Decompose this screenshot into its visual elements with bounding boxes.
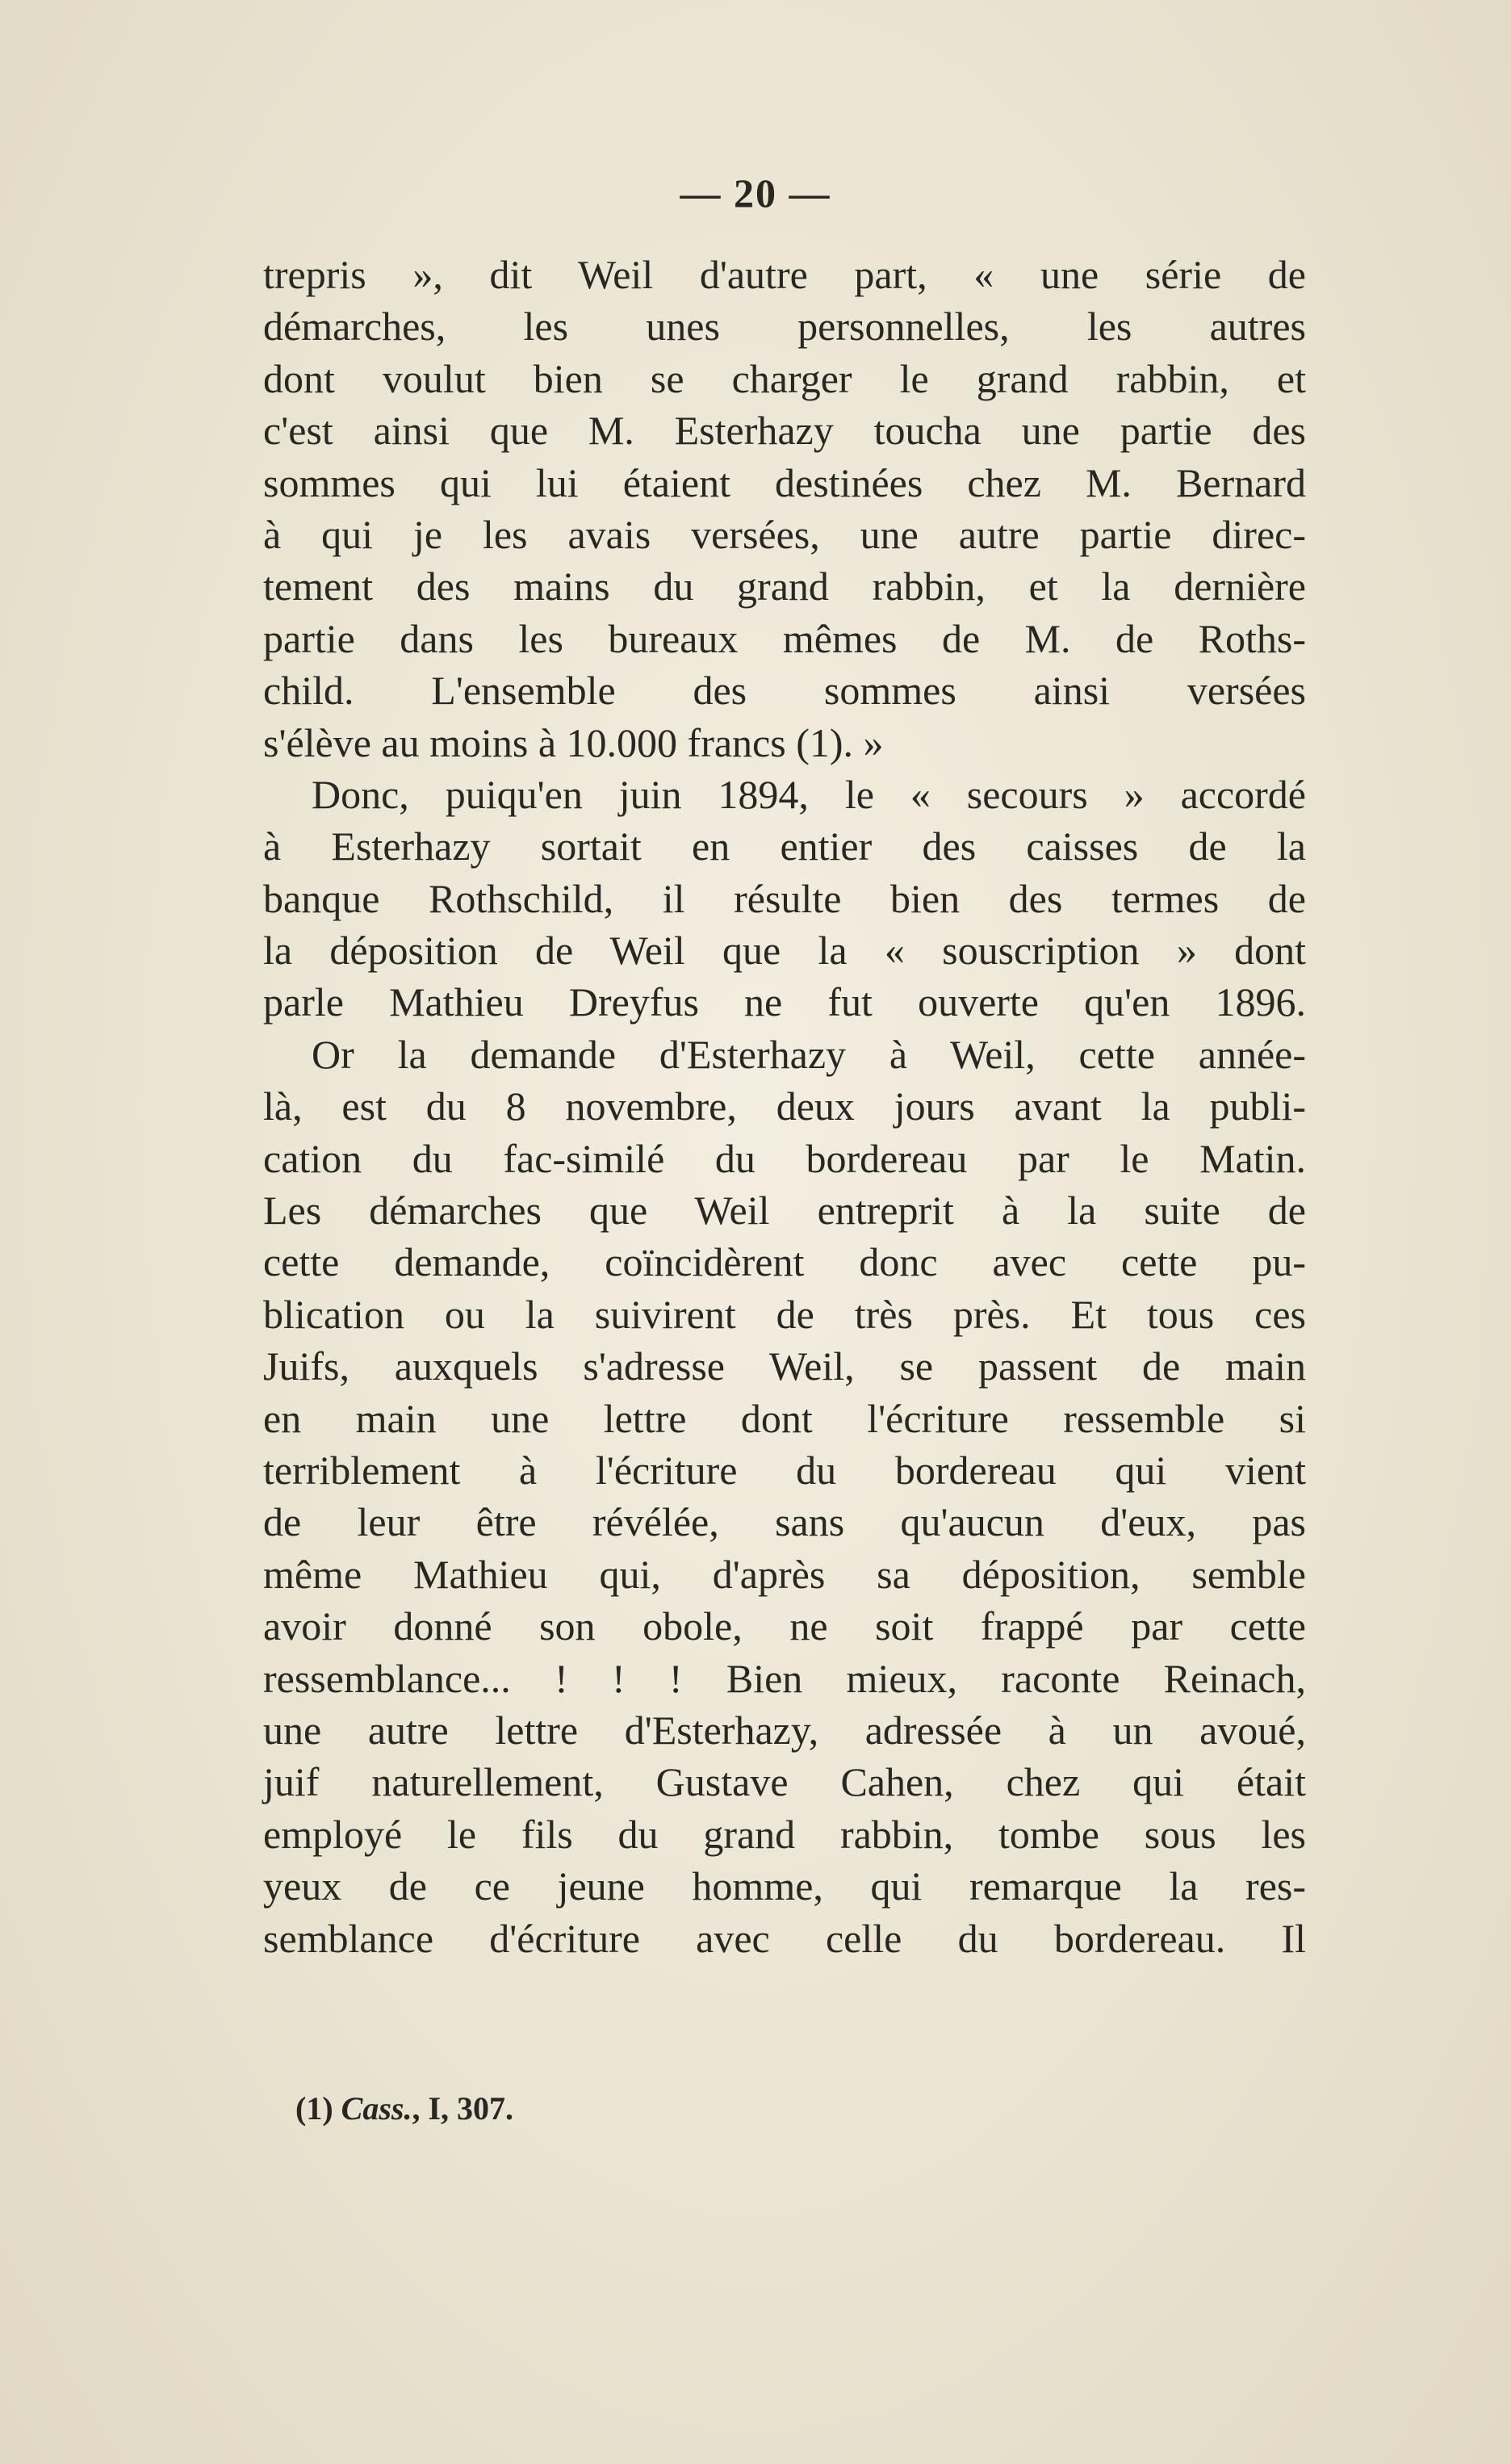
text-line: employé le fils du grand rabbin, tombe sous les (263, 1811, 1306, 1857)
text-line: même Mathieu qui, d'après sa déposition, semble (263, 1551, 1306, 1597)
text-line: Or la demande d'Esterhazy à Weil, cette année- (312, 1031, 1306, 1077)
text-line: là, est du 8 novembre, deux jours avant la publi- (263, 1083, 1306, 1129)
text-line: la déposition de Weil que la « souscription » dont (263, 928, 1306, 974)
page-number: — 20 — (680, 170, 831, 216)
text-line: à Esterhazy sortait en entier des caisses de la (263, 823, 1306, 870)
text-line: juif naturellement, Gustave Cahen, chez qui était (263, 1759, 1306, 1805)
text-line: partie dans les bureaux mêmes de M. de Roths- (263, 615, 1306, 661)
text-line: yeux de ce jeune homme, qui remarque la res- (263, 1863, 1306, 1909)
text-line: trepris », dit Weil d'autre part, « une série de (263, 252, 1306, 297)
text-line: sommes qui lui étaient destinées chez M. Bernard (263, 459, 1306, 505)
text-line: dont voulut bien se charger le grand rabbin, et (263, 355, 1306, 401)
body-text (263, 249, 1306, 1964)
text-line: Donc, puiqu'en juin 1894, le « secours » accordé (312, 771, 1306, 817)
text-line: blication ou la suivirent de très près. Et tous ces (263, 1291, 1306, 1337)
text-line: en main une lettre dont l'écriture ressemble si (263, 1395, 1306, 1441)
text-line: avoir donné son obole, ne soit frappé par cette (263, 1603, 1306, 1649)
footnote-reference: , I, 307. (412, 2090, 514, 2127)
text-line: cation du fac-similé du bordereau par le Matin. (263, 1135, 1306, 1181)
text-line: child. L'ensemble des sommes ainsi versées (263, 668, 1306, 714)
text-line: terriblement à l'écriture du bordereau qui vient (263, 1447, 1306, 1493)
text-line: Juifs, auxquels s'adresse Weil, se passent de main (263, 1343, 1306, 1389)
text-line: c'est ainsi que M. Esterhazy toucha une partie des (263, 408, 1306, 454)
text-line: une autre lettre d'Esterhazy, adressée à un avoué, (263, 1707, 1306, 1753)
text-line: démarches, les unes personnelles, les autres (263, 304, 1306, 350)
footnote-source: Cass. (341, 2090, 412, 2127)
text-line: ressemblance... ! ! ! Bien mieux, raconte Reinach, (263, 1655, 1306, 1701)
text-line: de leur être révélée, sans qu'aucun d'eux, pas (263, 1499, 1306, 1545)
text-line: tement des mains du grand rabbin, et la dernière (263, 564, 1306, 610)
text-line: à qui je les avais versées, une autre partie direc- (263, 511, 1306, 557)
text-line: semblance d'écriture avec celle du bordereau. Il (263, 1915, 1306, 1961)
text-line: s'élève au moins à 10.000 francs (1). » (263, 719, 884, 765)
text-line: cette demande, coïncidèrent donc avec cette pu- (263, 1239, 1306, 1285)
footnote (295, 2089, 513, 2127)
text-line: parle Mathieu Dreyfus ne fut ouverte qu'en 1896. (263, 979, 1306, 1025)
text-line: Les démarches que Weil entreprit à la suite de (263, 1188, 1306, 1234)
text-line: banque Rothschild, il résulte bien des termes de (263, 875, 1306, 921)
footnote-marker: (1) (295, 2090, 333, 2127)
